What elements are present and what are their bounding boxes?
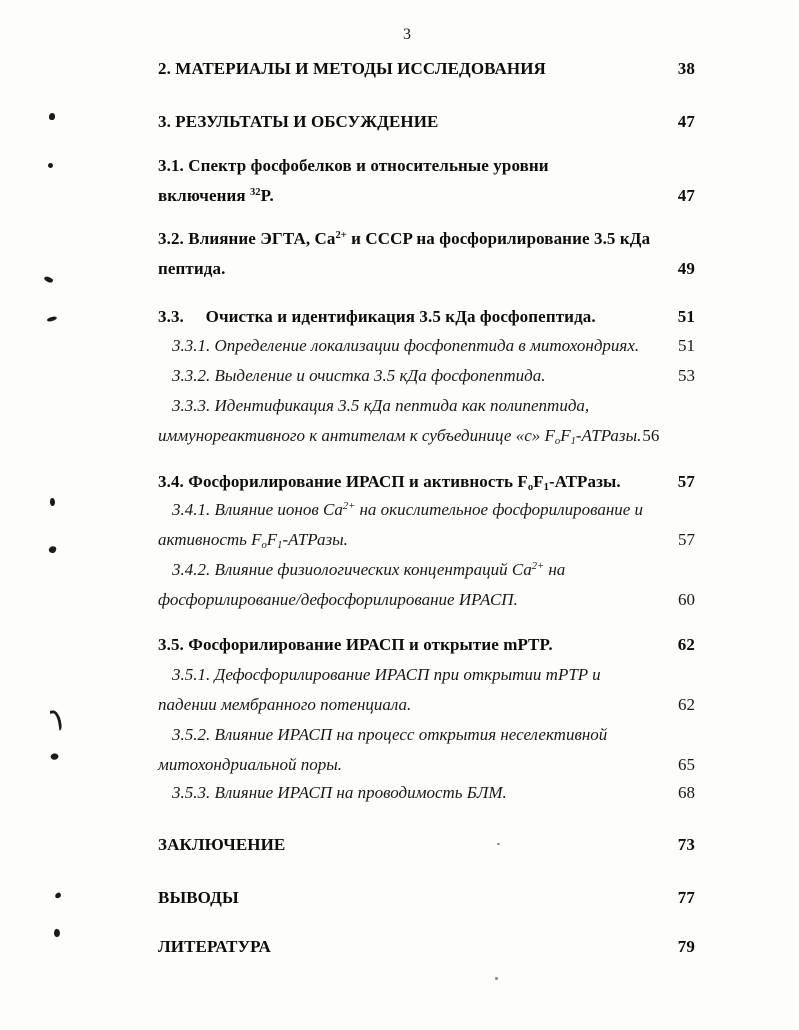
toc-page-number: 51 [678,336,695,355]
scan-artifact [495,977,498,980]
toc-entry-text: ВЫВОДЫ [158,888,239,907]
toc-entry-text: ЛИТЕРАТУРА [158,937,271,956]
toc-entry-line [158,932,695,962]
toc-page-number: 60 [678,590,695,609]
toc-entry-text: 3. РЕЗУЛЬТАТЫ И ОБСУЖДЕНИЕ [158,112,439,131]
toc-entry [158,720,695,780]
toc-entry [158,467,695,497]
toc-entry-line [158,690,695,720]
toc-entry [158,361,695,391]
toc-entry-line [158,421,695,451]
toc-page-number: 56 [642,426,660,445]
toc-entry [158,107,695,137]
toc-entry [158,495,695,555]
toc-entry-line [158,720,695,750]
toc-entry-text: 3.3.3. Идентификация 3.5 кДа пептида как полипептида, [172,396,590,415]
toc-entry-text: ЗАКЛЮЧЕНИЕ [158,835,286,854]
toc-entry-text: 3.5.2. Влияние ИРАСП на процесс открытия неселективной [172,725,608,744]
toc-entry-line [158,151,695,181]
toc-entry-text: митохондриальной поры. [158,755,343,774]
toc-entry [158,630,695,660]
toc-entry-line [158,54,695,84]
toc-entry-text: 3.4.1. Влияние ионов $Ca^{2+}$ на окислительное фосфорилирование и [172,500,644,519]
toc-entry-text: 3.1. Спектр фосфобелков и относительные уровни [158,156,549,175]
toc-entry-text: пептида. [158,259,226,278]
toc-entry-line [158,391,695,421]
toc-page-number: 77 [677,888,695,907]
toc-entry [158,151,695,211]
toc-entry-text: падении мембранного потенциала. [158,695,412,714]
toc-entry-line [158,181,695,211]
toc-entry-line [158,495,695,525]
toc-page-number: 73 [677,835,695,854]
toc-entry-text: фосфорилирование/дефосфорилирование ИРАСП. [158,590,518,609]
toc-entry-line [158,630,695,660]
toc-page-number: 53 [678,366,695,385]
toc-entry [158,555,695,615]
scan-artifact [48,163,53,168]
toc-entry-line [158,830,695,860]
toc-entry-line [158,585,695,615]
toc-page-number: 47 [677,186,695,205]
page-number-header: 3 [403,26,411,43]
toc-page-number: 62 [677,635,695,654]
toc-entry-line [158,467,695,497]
toc-entry [158,391,695,451]
toc-entry-text: 3.2. Влияние ЭГТА, $Ca^{2+}$ и CCCP на фосфорилирование 3.5 кДа [158,229,651,248]
toc-entry-line [158,331,695,361]
toc-entry [158,54,695,84]
toc-entry-text: 3.5. Фосфорилирование ИРАСП и открытие mPTP. [158,635,553,654]
toc-entry [158,883,695,913]
toc-entry [158,331,695,361]
toc-entry-line [158,254,695,284]
scan-artifact [49,113,55,120]
toc-entry-line [158,660,695,690]
toc-entry-line [158,778,695,808]
toc-entry-text: включения $^{32}$P. [158,186,274,205]
toc-entry-line [158,302,695,332]
toc-entry-text: 3.4. Фосфорилирование ИРАСП и активность $F_oF_1$-АТРазы. [158,472,621,493]
toc-page-number: 49 [677,259,695,278]
toc-entry-line [158,555,695,585]
toc-page-number: 38 [677,59,695,78]
toc-page-number: 79 [677,937,695,956]
toc-entry-text: иммунореактивного к антителам к субъединице «с» $F_oF_1$-АТРазы. [158,426,642,447]
toc-entry-text: 3.5.3. Влияние ИРАСП на проводимость БЛМ. [172,783,507,802]
toc-entry-text: 3.3.2. Выделение и очистка 3.5 кДа фосфопептида. [172,366,546,385]
toc-entry-text: 2. МАТЕРИАЛЫ И МЕТОДЫ ИССЛЕДОВАНИЯ [158,59,546,78]
scan-artifact [497,843,500,845]
toc-entry-line [158,525,695,555]
toc-entry-line [158,883,695,913]
toc-page-number: 62 [678,695,695,714]
toc-entry-text: 3.5.1. Дефосфорилирование ИРАСП при открытии mPTP и [172,665,601,684]
toc-entry [158,224,695,284]
toc-entry-text: 3.3. Очистка и идентификация 3.5 кДа фосфопептида. [158,307,596,326]
toc-entry-text: 3.3.1. Определение локализации фосфопептида в митохондриях. [172,336,640,355]
toc-page-number: 51 [677,307,695,326]
toc-entry [158,778,695,808]
scan-artifact [50,498,55,506]
toc-page-number: 65 [678,755,695,774]
toc-page-number: 57 [677,472,695,491]
toc-entry [158,660,695,720]
toc-entry-text: активность $F_oF_1$-АТРазы. [158,530,348,551]
toc-entry-line [158,361,695,391]
toc-entry [158,932,695,962]
toc-page-number: 47 [677,112,695,131]
toc-entry [158,830,695,860]
toc-page-number: 68 [678,783,695,802]
toc-entry-line [158,107,695,137]
toc-page-number: 57 [678,530,695,549]
toc-entry-line [158,224,695,254]
toc-entry [158,302,695,332]
toc-entry-line [158,750,695,780]
toc-entry-text: 3.4.2. Влияние физиологических концентраций $Ca^{2+}$ на [172,560,566,579]
